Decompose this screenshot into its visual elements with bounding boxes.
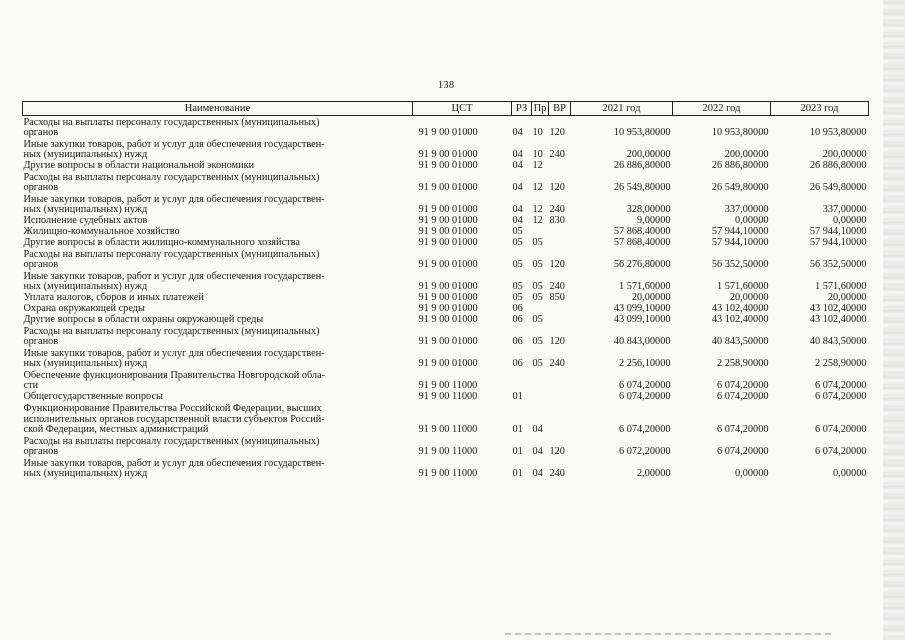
cell-2023: 26 886,80000	[809, 160, 867, 171]
cell-2021: 328,00000	[626, 203, 671, 215]
cell-name	[23, 237, 413, 248]
cell-name	[23, 435, 413, 457]
cell-cst: 91 9 00 01000	[418, 237, 478, 248]
table-row	[23, 270, 869, 292]
cell-2023: 0,00000	[833, 215, 867, 226]
header-vr: ВР	[549, 102, 571, 116]
cell-cst: 91 9 00 01000	[418, 357, 478, 369]
header-pr: Пр	[532, 102, 549, 116]
cell-2022: 10 953,80000	[711, 126, 769, 138]
cell-cst: 91 9 00 01000	[418, 303, 478, 314]
cell-name-line: Расходы на выплаты персоналу государственных (муниципальных)	[23, 435, 320, 447]
cell-name	[23, 226, 413, 237]
scan-edge-shadow	[883, 0, 905, 640]
cell-rz: 05	[512, 292, 523, 303]
cell-cst: 91 9 00 01000	[418, 181, 478, 193]
cell-2022: 6 074,20000	[717, 423, 769, 435]
cell-2023: 26 549,80000	[809, 181, 867, 193]
table-row	[23, 303, 869, 314]
cell-name-line: ных (муниципальных) нужд	[23, 357, 148, 369]
cell-name-line: Охрана окружающей среды	[23, 303, 145, 314]
cell-name	[23, 215, 413, 226]
table-row	[23, 116, 869, 139]
cell-rz: 06	[512, 357, 523, 369]
cell-2022: 57 944,10000	[711, 237, 769, 248]
cell-rz	[512, 369, 532, 391]
table-row	[23, 138, 869, 160]
cell-cst: 91 9 00 11000	[418, 391, 478, 402]
cell-2021: 56 276,80000	[613, 258, 671, 270]
cell-2022: 43 102,40000	[711, 314, 769, 325]
cell-name-line: Другие вопросы в области национальной экономики	[23, 160, 255, 171]
table-row	[23, 314, 869, 325]
cell-name-line: Исполнение судебных актов	[23, 215, 148, 226]
cell-cst: 91 9 00 11000	[418, 423, 478, 435]
table-row	[23, 193, 869, 215]
table-body	[23, 116, 869, 480]
cell-name-line: органов	[23, 445, 59, 457]
cell-pr	[532, 391, 549, 402]
cell-cst: 91 9 00 01000	[418, 258, 478, 270]
cell-name-line: Иные закупки товаров, работ и услуг для обеспечения государствен-	[23, 457, 325, 469]
cell-name-line: Расходы на выплаты персоналу государственных (муниципальных)	[23, 171, 320, 183]
cell-name-line: Расходы на выплаты персоналу государственных (муниципальных)	[23, 248, 320, 260]
table-row	[23, 237, 869, 248]
cell-name-line: органов	[23, 258, 59, 270]
cell-2023: 6 074,20000	[815, 379, 867, 391]
cell-rz: 04	[512, 215, 523, 226]
cell-rz: 04	[512, 148, 523, 160]
cell-name-line: сти	[23, 379, 39, 391]
cell-2021: 9,00000	[637, 215, 671, 226]
cell-2021: 57 868,40000	[613, 237, 671, 248]
cell-pr: 05	[532, 335, 543, 347]
cell-pr: 12	[532, 215, 543, 226]
cell-cst: 91 9 00 01000	[418, 226, 478, 237]
cell-name	[23, 171, 413, 193]
cell-pr: 04	[532, 445, 543, 457]
cell-2022: 6 074,20000	[717, 379, 769, 391]
cell-name	[23, 270, 413, 292]
cell-name	[23, 402, 413, 435]
cell-cst: 91 9 00 11000	[418, 445, 478, 457]
cell-pr: 05	[532, 258, 543, 270]
page-number: 138	[438, 80, 455, 91]
cell-vr	[549, 303, 571, 314]
cell-2022: 200,00000	[724, 148, 769, 160]
cell-cst: 91 9 00 01000	[418, 292, 478, 303]
cell-name-line: органов	[23, 181, 59, 193]
cell-vr: 240	[549, 203, 565, 215]
cell-cst: 91 9 00 01000	[418, 160, 478, 171]
cell-2021: 10 953,80000	[613, 126, 671, 138]
cell-pr: 04	[532, 423, 543, 435]
cell-name	[23, 369, 413, 391]
cell-rz: 01	[512, 423, 523, 435]
cell-2023: 43 102,40000	[809, 303, 867, 314]
cell-pr	[532, 369, 549, 391]
cell-pr: 05	[532, 237, 543, 248]
table-row	[23, 391, 869, 402]
cell-name	[23, 457, 413, 479]
cell-cst: 91 9 00 01000	[418, 203, 478, 215]
cell-2022: 57 944,10000	[711, 226, 769, 237]
cell-name-line: Расходы на выплаты персоналу государственных (муниципальных)	[23, 325, 320, 337]
cell-2023: 40 843,50000	[809, 335, 867, 347]
cell-2023: 6 074,20000	[815, 445, 867, 457]
cell-vr: 240	[549, 280, 565, 292]
cell-vr	[549, 391, 571, 402]
cell-name	[23, 193, 413, 215]
cell-name	[23, 138, 413, 160]
cell-name-line: ской Федерации, местных администраций	[23, 423, 209, 435]
cell-vr: 120	[549, 335, 565, 347]
cell-2023: 0,00000	[833, 467, 867, 479]
cell-vr	[549, 226, 571, 237]
cell-pr: 04	[532, 467, 543, 479]
cell-pr: 10	[532, 148, 543, 160]
header-2021: 2021 год	[571, 102, 673, 116]
cell-pr	[532, 303, 549, 314]
cell-vr	[549, 369, 571, 391]
cell-cst: 91 9 00 01000	[418, 148, 478, 160]
cell-rz: 04	[512, 160, 523, 171]
table-row	[23, 402, 869, 435]
cell-rz: 05	[512, 237, 523, 248]
cell-2022: 20,00000	[729, 292, 769, 303]
cell-2023: 20,00000	[827, 292, 867, 303]
cell-2023: 57 944,10000	[809, 237, 867, 248]
cell-2023: 1 571,60000	[815, 280, 867, 292]
cell-vr	[549, 160, 571, 171]
cell-2021: 200,00000	[626, 148, 671, 160]
cell-2021: 57 868,40000	[613, 226, 671, 237]
cell-name-line: ных (муниципальных) нужд	[23, 280, 148, 292]
cell-name-line: исполнительных органов государственной власти субъектов Россий-	[23, 413, 325, 425]
cell-vr	[549, 237, 571, 248]
cell-name-line: Обеспечение функционирования Правительства Новгородской обла-	[23, 369, 326, 381]
cell-rz: 06	[512, 335, 523, 347]
table-row	[23, 248, 869, 270]
cell-2022: 6 074,20000	[717, 391, 769, 402]
table-row	[23, 347, 869, 369]
header-cst: ЦСТ	[413, 102, 512, 116]
cell-name-line: Общегосударственные вопросы	[23, 391, 163, 402]
cell-2023: 6 074,20000	[815, 391, 867, 402]
cell-name-line: Расходы на выплаты персоналу государственных (муниципальных)	[23, 116, 320, 128]
cell-rz: 04	[512, 203, 523, 215]
table-row	[23, 160, 869, 171]
cell-2022: 26 886,80000	[711, 160, 769, 171]
cell-rz: 06	[512, 314, 523, 325]
cell-rz: 04	[512, 126, 523, 138]
cell-2023: 200,00000	[822, 148, 867, 160]
cell-rz: 05	[512, 258, 523, 270]
cell-vr	[549, 402, 571, 435]
cell-pr: 12	[532, 160, 543, 171]
cell-rz: 01	[512, 467, 523, 479]
cell-2022: 0,00000	[735, 215, 769, 226]
cell-pr	[532, 226, 549, 237]
cell-2023: 10 953,80000	[809, 126, 867, 138]
cell-name-line: Жилищно-коммунальное хозяйство	[23, 226, 180, 237]
cell-name-line: ных (муниципальных) нужд	[23, 148, 148, 160]
cell-name	[23, 391, 413, 402]
scan-bottom-artifact	[505, 633, 835, 635]
table-row	[23, 215, 869, 226]
cell-name-line: Другие вопросы в области жилищно-коммунального хозяйства	[23, 237, 300, 248]
cell-2023: 56 352,50000	[809, 258, 867, 270]
header-2023: 2023 год	[771, 102, 869, 116]
cell-pr: 05	[532, 314, 543, 325]
table-header-row	[23, 102, 869, 116]
cell-vr: 240	[549, 148, 565, 160]
cell-2021: 43 099,10000	[613, 303, 671, 314]
cell-2021: 1 571,60000	[619, 280, 671, 292]
cell-name-line: Уплата налогов, сборов и иных платежей	[23, 292, 204, 303]
cell-2022: 40 843,50000	[711, 335, 769, 347]
cell-name-line: Иные закупки товаров, работ и услуг для обеспечения государствен-	[23, 193, 325, 205]
cell-2023: 337,00000	[822, 203, 867, 215]
cell-name	[23, 314, 413, 325]
cell-2021: 26 549,80000	[613, 181, 671, 193]
cell-name	[23, 160, 413, 171]
cell-cst: 91 9 00 01000	[418, 314, 478, 325]
cell-vr: 120	[549, 181, 565, 193]
table-row	[23, 325, 869, 347]
cell-name	[23, 303, 413, 314]
cell-pr: 10	[532, 126, 543, 138]
cell-cst: 91 9 00 01000	[418, 280, 478, 292]
cell-2021: 2,00000	[637, 467, 671, 479]
cell-name-line: органов	[23, 126, 59, 138]
cell-vr: 120	[549, 258, 565, 270]
cell-2021: 6 072,20000	[619, 445, 671, 457]
cell-name-line: Функционирование Правительства Российской Федерации, высших	[23, 403, 322, 415]
cell-vr: 240	[549, 357, 565, 369]
cell-name-line: Иные закупки товаров, работ и услуг для обеспечения государствен-	[23, 138, 325, 150]
cell-cst: 91 9 00 01000	[418, 335, 478, 347]
cell-rz: 05	[512, 226, 523, 237]
table-row	[23, 226, 869, 237]
cell-2022: 6 074,20000	[717, 445, 769, 457]
cell-name	[23, 347, 413, 369]
cell-2022: 56 352,50000	[711, 258, 769, 270]
cell-cst: 91 9 00 11000	[418, 379, 478, 391]
cell-cst: 91 9 00 01000	[418, 126, 478, 138]
cell-rz: 06	[512, 303, 523, 314]
cell-2023: 6 074,20000	[815, 423, 867, 435]
cell-2022: 1 571,60000	[717, 280, 769, 292]
cell-pr: 05	[532, 292, 543, 303]
cell-vr: 240	[549, 467, 565, 479]
cell-name	[23, 325, 413, 347]
cell-pr: 05	[532, 280, 543, 292]
cell-name-line: органов	[23, 335, 59, 347]
cell-2023: 2 258,90000	[815, 357, 867, 369]
cell-vr: 830	[549, 215, 565, 226]
cell-cst: 91 9 00 11000	[418, 467, 478, 479]
cell-rz: 04	[512, 181, 523, 193]
cell-2021: 2 256,10000	[619, 357, 671, 369]
budget-table	[22, 101, 869, 479]
cell-2022: 43 102,40000	[711, 303, 769, 314]
budget-table-container	[22, 101, 868, 479]
table-row	[23, 369, 869, 391]
cell-name-line: Иные закупки товаров, работ и услуг для обеспечения государствен-	[23, 347, 325, 359]
cell-name-line: ных (муниципальных) нужд	[23, 467, 148, 479]
cell-2023: 57 944,10000	[809, 226, 867, 237]
table-row	[23, 435, 869, 457]
cell-rz: 01	[512, 445, 523, 457]
table-row	[23, 457, 869, 479]
header-2022: 2022 год	[673, 102, 771, 116]
cell-2021: 20,00000	[631, 292, 671, 303]
cell-name	[23, 116, 413, 139]
cell-2022: 0,00000	[735, 467, 769, 479]
cell-2021: 40 843,00000	[613, 335, 671, 347]
cell-name-line: Иные закупки товаров, работ и услуг для обеспечения государствен-	[23, 270, 325, 282]
table-row	[23, 292, 869, 303]
cell-2022: 337,00000	[724, 203, 769, 215]
cell-rz: 05	[512, 280, 523, 292]
cell-2021: 43 099,10000	[613, 314, 671, 325]
cell-2023: 43 102,40000	[809, 314, 867, 325]
header-rz: РЗ	[512, 102, 532, 116]
cell-pr: 12	[532, 181, 543, 193]
cell-name	[23, 292, 413, 303]
cell-2022: 26 549,80000	[711, 181, 769, 193]
cell-2022: 2 258,90000	[717, 357, 769, 369]
cell-vr: 850	[549, 292, 565, 303]
cell-pr: 05	[532, 357, 543, 369]
cell-name-line: ных (муниципальных) нужд	[23, 203, 148, 215]
cell-cst: 91 9 00 01000	[418, 215, 478, 226]
cell-name-line: Другие вопросы в области охраны окружающей среды	[23, 314, 264, 325]
cell-rz: 01	[512, 391, 523, 402]
cell-2021: 6 074,20000	[619, 423, 671, 435]
cell-vr	[549, 314, 571, 325]
table-row	[23, 171, 869, 193]
cell-vr: 120	[549, 126, 565, 138]
header-name: Наименование	[23, 102, 413, 116]
cell-2021: 6 074,20000	[619, 391, 671, 402]
cell-pr: 12	[532, 203, 543, 215]
cell-2021: 6 074,20000	[619, 379, 671, 391]
cell-name	[23, 248, 413, 270]
cell-vr: 120	[549, 445, 565, 457]
cell-2021: 26 886,80000	[613, 160, 671, 171]
